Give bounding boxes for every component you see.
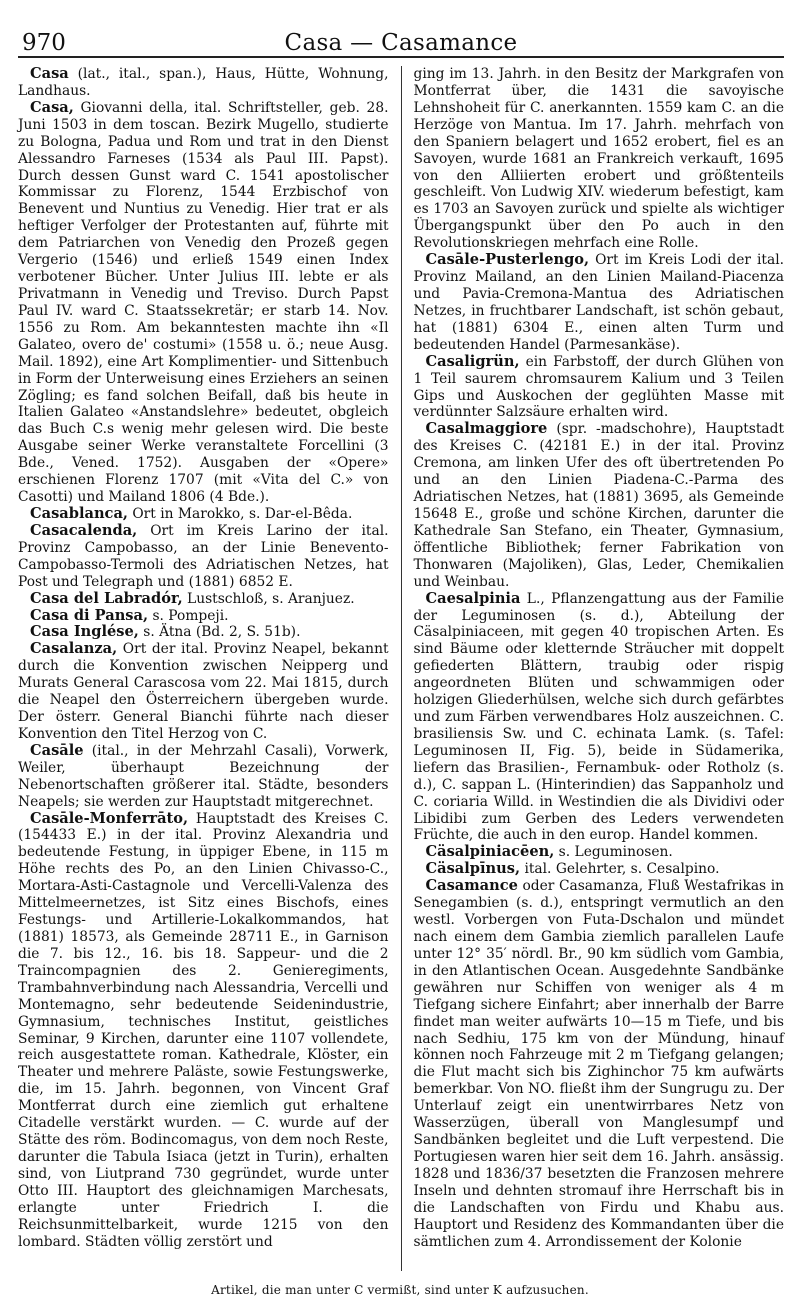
column-right bbox=[414, 66, 785, 1271]
dictionary-entry bbox=[18, 66, 389, 100]
entry-headword: Casamance bbox=[425, 877, 518, 895]
dictionary-entry bbox=[414, 421, 785, 590]
dictionary-entry bbox=[414, 878, 785, 1250]
column-divider bbox=[401, 66, 402, 1271]
entry-headword: Cäsalpiniacēen, bbox=[425, 843, 555, 861]
entry-body: (spr. -madschohre), Hauptstadt des Kreises C. (42181 E.) in der ital. Provinz Cremona, am linken Ufer des oft übertretenden Po und an den Linien Piadena-C.-Parma des Adriatischen Netzes, hat (1881) 3695, als Gemeinde 15648 E., große und schöne Kirchen, darunter die Kathedrale San Stefano, ein Theater, Gymnasium, öffentliche Bibliothek; ferner Fabrikation von Thonwaren (Majoliken), Glas, Leder, Chemikalien und Weinbau. bbox=[413, 421, 784, 590]
page-number: 970 bbox=[22, 30, 66, 56]
entry-body: Ort der ital. Provinz Neapel, bekannt durch die Konvention zwischen Neipperg und Murats General Carascosa vom 22. Mai 1815, durch die Neapel den Österreichern übergeben wurde. Der österr. General Bianchi führte nach dieser Konvention den Titel Herzog von C. bbox=[18, 641, 389, 742]
entry-body: Ort in Marokko, s. Dar-el-Bêda. bbox=[127, 505, 353, 522]
dictionary-entry bbox=[414, 861, 785, 878]
entry-headword: Casalanza, bbox=[30, 640, 118, 658]
dictionary-entry bbox=[18, 743, 389, 811]
entry-body: s. Pompeji. bbox=[148, 607, 229, 624]
entry-body: Ort im Kreis Lodi der ital. Provinz Mailand, an den Linien Mailand-Piacenza und Pavia-Cremona-Mantua des Adriatischen Netzes, in fruchtbarer Landschaft, ist schön gebaut, hat (1881) 6304 E., einen alten Turm und bedeutenden Handel (Parmesankäse). bbox=[413, 252, 784, 353]
entry-headword: Casa di Pansa, bbox=[30, 606, 149, 624]
column-left bbox=[18, 66, 389, 1271]
dictionary-entry bbox=[18, 641, 389, 743]
dictionary-entry bbox=[18, 608, 389, 625]
entry-headword: Casa Inglése, bbox=[30, 623, 139, 641]
entry-body: oder Casamanza, Fluß Westafrikas in Senegambien (s. d.), entspringt vermutlich an den westl. Vorbergen von Futa-Dschalon und mündet nach einem dem Gambia ziemlich parallelen Laufe unter 12° 35′ nördl. Br., 90 km südlich vom Gambia, in den Atlantischen Ocean. Ausgedehnte Sandbänke gewähren nur Schiffen von weniger als 4 m Tiefgang sichere Einfahrt; aber innerhalb der Barre findet man weiter aufwärts 10—15 m Tiefe, und bis nach Sedhiu, 175 km von der Mündung, hinauf können noch Fahrzeuge mit 2 m Tiefgang gelangen; die Flut macht sich bis Zighinchor 75 km aufwärts bemerkbar. Von NO. fließt ihm der Sungrugu zu. Der Unterlauf zeigt ein unentwirrbares Netz von Wasserzügen, überall von Manglesumpf und Sandbänken begleitet und die Luft verpestend. Die Portugiesen waren hier seit dem 16. Jahrh. ansässig. 1828 und 1836/37 besetzten die Franzosen mehrere Inseln und dehnten stromauf ihre Herrschaft bis in die Landschaften von Firdu und Khabu aus. Hauptort und Residenz des Kommandanten über die sämtlichen zum 4. Arrondissement der Kolonie bbox=[413, 878, 784, 1250]
entry-headword: Casalmaggiore bbox=[425, 420, 548, 438]
entry-headword: Casacalenda, bbox=[30, 521, 138, 539]
page-header bbox=[18, 14, 784, 58]
entry-headword: Casa del Labradór, bbox=[30, 589, 183, 607]
entry-body: s. Leguminosen. bbox=[554, 844, 673, 861]
entry-body: ging im 13. Jahrh. in den Besitz der Markgrafen von Montferrat über, die 1431 die savoyische Lehnshoheit für C. anerkannten. 1559 kam C. an die Herzöge von Mantua. Im 17. Jahrh. mehrfach von den Spaniern belagert und 1652 erobert, fiel es an Savoyen, wurde 1681 an Frankreich verkauft, 1695 von den Alliierten erobert und größtenteils geschleift. Von Ludwig XIV. wiederum befestigt, kam es 1703 an Savoyen zurück und spielte als wichtiger Übergangspunkt über den Po auch in den Revolutionskriegen mehrfach eine Rolle. bbox=[413, 66, 784, 252]
entry-headword: Casāle-Pusterlengo, bbox=[425, 251, 590, 269]
dictionary-entry bbox=[18, 591, 389, 608]
entry-headword: Casāle bbox=[30, 741, 84, 759]
footer-note: Artikel, die man unter C vermißt, sind unter K aufzusuchen. bbox=[211, 1283, 589, 1297]
entry-body: ein Farbstoff, der durch Glühen von 1 Teil saurem chromsaurem Kalium und 3 Teilen Gips und Auskochen der geglühten Masse mit verdünnter Salzsäure erhalten wird. bbox=[413, 353, 784, 421]
entry-body: Lustschloß, s. Aranjuez. bbox=[182, 590, 355, 607]
dictionary-entry bbox=[18, 506, 389, 523]
entry-body: Hauptstadt des Kreises C. (154433 E.) in der ital. Provinz Alexandria und bedeutende Festung, in üppiger Ebene, in 115 m Höhe rechts des Po, an den Linien Chivasso-C., Mortara-Asti-Castagnole und Vercelli-Valenza des Mittelmeernetzes, ist Sitz eines Bischofs, eines Festungs- und Artillerie-Lokalkommandos, hat (1881) 18573, als Gemeinde 28711 E., in Garnison die 7. bis 12., 16. bis 18. Sappeur- und die 2 Traincompagnien des 2. Genieregiments, Trambahnverbindung nach Alessandria, Vercelli und Montemagno, sehr bedeutende Seidenindustrie, Gymnasium, technisches Institut, geistliches Seminar, 9 Kirchen, darunter eine 1107 vollendete, reich ausgestattete roman. Kathedrale, Klöster, ein Theater und mehrere Paläste, sowie Festungswerke, die, im 15. Jahrh. begonnen, von Vincent Graf Montferrat durch eine ziemlich gut erhaltene Citadelle verstärkt wurden. — C. wurde auf der Stätte des röm. Bodincomagus, von dem noch Reste, darunter die Tabula Isiaca (jetzt in Turin), erhalten sind, von Liutprand 730 gegründet, wurde unter Otto III. Hauptort des gleichnamigen Marchesats, erlangte unter Friedrich I. die Reichsunmittelbarkeit, wurde 1215 von den lombard. Städten völlig zerstört und bbox=[18, 810, 389, 1250]
entry-headword: Casaligrün, bbox=[425, 352, 520, 370]
dictionary-entry bbox=[414, 844, 785, 861]
entry-headword: Casa bbox=[30, 65, 69, 82]
entry-headword: Casa, bbox=[30, 98, 74, 116]
entry-body: (lat., ital., span.), Haus, Hütte, Wohnung, Landhaus. bbox=[18, 66, 389, 99]
entry-body: (ital., in der Mehrzahl Casali), Vorwerk, Weiler, überhaupt Bezeichnung der Nebenortschaften größerer ital. Städte, besonders Neapels; sie werden zur Hauptstadt mitgerechnet. bbox=[18, 742, 389, 810]
entry-headword: Cäsalpīnus, bbox=[425, 860, 521, 878]
entry-body: ital. Gelehrter, s. Cesalpino. bbox=[520, 861, 720, 878]
entry-headword: Casāle-Monferrāto, bbox=[30, 809, 189, 827]
dictionary-entry bbox=[18, 624, 389, 641]
entry-body: L., Pflanzengattung aus der Familie der Leguminosen (s. d.), Abteilung der Cäsalpiniaceen, mit gegen 40 tropischen Arten. Es sind Bäume oder kletternde Sträucher mit doppelt gefiederten Blättern, traubig oder rispig angeordneten Blüten und schwammigen oder holzigen Gliederhülsen, welche sich durch gefärbtes und zum Färben verwendbares Holz auszeichnen. C. brasiliensis Sw. und C. echinata Lamk. (s. Tafel: Leguminosen II, Fig. 5), beide in Südamerika, liefern das Brasilien-, Fernambuk- oder Rotholz (s. d.), C. sappan L. (Hinterindien) das Sappanholz und C. coriaria Willd. in Westindien die als Dividivi oder Libidibi zum Gerben des Leders verwendeten Früchte, die auch in den europ. Handel kommen. bbox=[413, 590, 784, 844]
dictionary-entry bbox=[18, 100, 389, 506]
entry-body: Ort im Kreis Larino der ital. Provinz Campobasso, an der Linie Benevento-Campobasso-Termoli des Adriatischen Netzes, hat Post und Telegraph und (1881) 6852 E. bbox=[18, 522, 389, 590]
text-columns bbox=[18, 66, 784, 1271]
dictionary-entry bbox=[414, 354, 785, 422]
entry-headword: Caesalpinia bbox=[425, 589, 521, 607]
entry-body: s. Ätna (Bd. 2, S. 51b). bbox=[138, 624, 301, 641]
entry-headword: Casablanca, bbox=[30, 504, 128, 522]
entry-body: Giovanni della, ital. Schriftsteller, geb. 28. Juni 1503 in dem toscan. Bezirk Mugello, studierte zu Bologna, Padua und Rom und trat in den Dienst Alessandro Farneses (1534 als Paul III. Papst). Durch dessen Gunst ward C. 1541 apostolischer Kommissar zu Florenz, 1544 Erzbischof von Benevent und Nuntius zu Venedig. Hier trat er als heftiger Verfolger der Protestanten auf, führte mit dem Patriarchen von Venedig den Prozeß gegen Vergerio (1546) und erließ 1549 einen Index verbotener Bücher. Unter Julius III. lebte er als Privatmann in Venedig und Treviso. Durch Papst Paul IV. ward C. Staatssekretär; er starb 14. Nov. 1556 zu Rom. Am bekanntesten machte ihn «Il Galateo, overo de' costumi» (1558 u. ö.; neue Ausg. Mail. 1892), eine Art Komplimentier- und Sittenbuch in Form der Unterweisung eines Erziehers an seinen Zögling; es fand solchen Beifall, daß bis heute in Italien Galateo «Anstandslehre» bedeutet, obgleich das Buch C.s wenig mehr gelesen wird. Die beste Ausgabe seiner Werke veranstaltete Forcellini (3 Bde., Vened. 1752). Ausgaben der «Opere» erschienen Florenz 1707 (mit «Vita del C.» von Casotti) und Mailand 1806 (4 Bde.). bbox=[18, 99, 389, 506]
dictionary-entry bbox=[414, 66, 785, 252]
dictionary-entry bbox=[414, 252, 785, 354]
dictionary-entry bbox=[18, 811, 389, 1251]
dictionary-entry bbox=[414, 591, 785, 845]
running-title: Casa — Casamance bbox=[284, 30, 518, 56]
dictionary-entry bbox=[18, 523, 389, 591]
